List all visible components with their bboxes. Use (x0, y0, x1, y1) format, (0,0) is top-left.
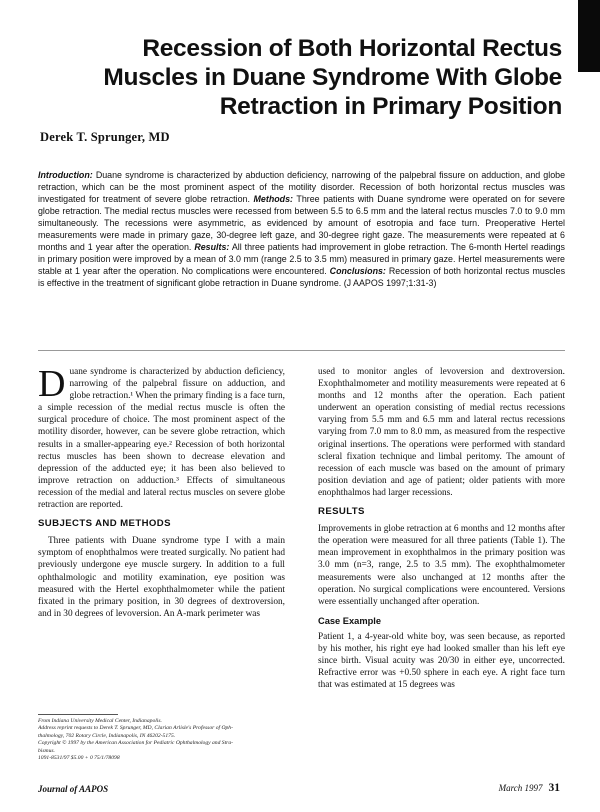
abstract-methods: Three patients with Duane syndrome were operated on for severe globe retraction. The medial rectus muscles were recessed from between 5.5 to 6.5 mm and the lateral rectus muscles 7.0 to 9.0 mm simultaneously. The recessions were asymmetric, as evidenced by amount of esotropia and face turn. Preoperative Hertel measurements were made in primary gaze, 30-degree left gaze, and 30-degree right gaze. The measurements were repeated at 6 months and 1 year after the operation. (38, 193, 565, 252)
case-example-heading: Case Example (318, 615, 382, 626)
footnote-line: Copyright © 1997 by the American Association for Pediatric Ophthalmology and Stra- (38, 740, 233, 747)
abstract-conclusions-label: Conclusions: (329, 265, 386, 276)
footnote-line: From Indiana University Medical Center, Indianapolis. (38, 718, 162, 724)
subjects-heading: SUBJECTS AND METHODS (38, 518, 171, 530)
results-heading: RESULTS (318, 506, 365, 518)
issue-and-page (499, 782, 560, 794)
footnote-line: 1091-8531/97 $5.00 + 0 75/1/78098 (38, 755, 120, 762)
intro-paragraph (38, 363, 285, 511)
intro-text: uane syndrome is characterized by abduction deficiency, narrowing of the palpebral fissure on adduction, and globe retraction.¹ When the primary finding is a face turn, a simple recession of the medial rectus muscle is often the surgical procedure of choice. The most prominent aspect of the motility disorder, however, can be severe globe retraction, which results in a smaller-appearing eye.² Recession of both horizontal rectus muscles has been shown to decrease elevation and depression of the adducted eye; it has been also believed to improve retraction on adduction.³ Effects of simultaneous recession of the medial and lateral rectus muscles on severe globe retraction are reported. (38, 367, 285, 511)
footnote-line: thalmology, 702 Rotary Circle, Indianapolis, IN 46202-5175. (38, 732, 176, 739)
footnote-line: bismus. (38, 747, 55, 754)
subjects-paragraph: Three patients with Duane syndrome type I with a main symptom of enophthalmos were treated surgically. No patient had previously undergone eye muscle surgery. In addition to a full ophthalmologic and motility examination, eye position was measured with the Hertel exophthalmometer while the patient fixated in the primary position, in 30 degrees of dextroversion, and in 30 degrees of levoversion. An A-mark perimeter was (38, 536, 285, 619)
author-byline: Derek T. Sprunger, MD (40, 130, 170, 144)
abstract-conclusions: Recession of both horizontal rectus muscles is effective in the treatment of significant globe retraction in Duane syndrome. (J AAPOS 1997;1:31-3) (38, 265, 566, 288)
journal-name: Journal of AAPOS (38, 784, 109, 794)
page-number: 31 (548, 782, 560, 794)
methods-continued-paragraph: used to monitor angles of levoversion and dextroversion. Exophthalmometer and motility measurements were repeated at 6 months and 12 months after the operation. Each patient underwent an operation consisting of medial rectus recessions varying from 5.5 mm and 6.5 mm and lateral rectus recessions varying from 7.0 mm to 8.0 mm, as measured from the respective original insertions. The operations were performed with standard scleral fixation technique and limbal peritomy. The amount of recession of each muscle was based on the amount of primary position deviation and age of patient; older patients with more enophthalmos had larger recessions. (318, 367, 565, 498)
abstract-intro-label: Introduction: (38, 170, 93, 180)
case-example-paragraph: Patient 1, a 4-year-old white boy, was seen because, as reported by his mother, his right eye had looked smaller than his left eye since birth. Visual acuity was 20/30 in either eye, uncorrected. Refractive error was +0.50 sphere in each eye. A right face turn that was estimated at 15 degrees was (318, 631, 565, 691)
title-line-2: Muscles in Duane Syndrome With Globe (103, 64, 562, 91)
right-column (318, 366, 565, 691)
abstract-results: All three patients had improvement in globe retraction. The 6-month Hertel readings in primary position were improved by a mean of 3.0 mm (range 2.5 to 3.5 mm) measured in primary gaze. Hertel measurements were stable at 1 year after the operation. No complications were encountered. (38, 241, 565, 276)
footnote-line: Address reprint requests to Derek T. Sprunger, MD, Clarian Arlisle's Professor of Oph- (38, 725, 233, 732)
abstract-divider (38, 350, 565, 351)
drop-cap: D (38, 363, 66, 405)
left-column (38, 363, 285, 620)
abstract (38, 170, 565, 290)
issue-date: March 1997 (498, 783, 543, 793)
abstract-methods-label: Methods: (253, 193, 293, 204)
edge-tab-marker (578, 0, 600, 72)
footnote-divider (38, 714, 118, 715)
abstract-results-label: Results: (194, 241, 230, 252)
title-line-1: Recession of Both Horizontal Rectus (142, 35, 562, 62)
title-line-3: Retraction in Primary Position (219, 93, 562, 120)
footnotes (38, 718, 288, 762)
article-title (42, 34, 562, 121)
results-paragraph: Improvements in globe retraction at 6 months and 12 months after the operation were measured for all three patients (Table 1). The mean improvement in exophthalmos in the primary position was 3.0 mm (n=3, range, 2.5 to 3.5 mm). The exophthalmometer measurements were also unchanged at 12 months after the operation. No surgical complications were encountered. Versions were essentially unchanged after operation. (318, 524, 565, 607)
abstract-intro: Duane syndrome is characterized by abduction deficiency, narrowing of the palpebral fissure on adduction, and globe retraction, which can be the most prominent aspect of the motility disorder. Recession of both horizontal rectus muscles was investigated for treatment of severe globe retraction. (38, 170, 566, 204)
